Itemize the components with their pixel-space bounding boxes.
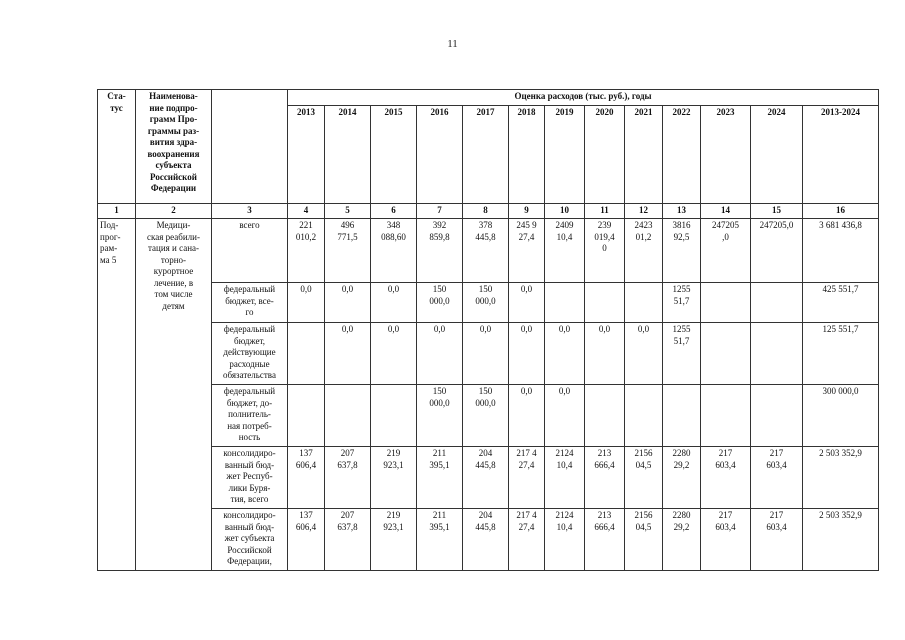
table-cell: 2 503 352,9 [803, 447, 879, 509]
table-cell: 2423 01,2 [625, 219, 663, 283]
column-number: 12 [625, 204, 663, 219]
table-row [98, 447, 879, 509]
table-cell: 204 445,8 [463, 509, 509, 571]
table-cell: 2409 10,4 [545, 219, 585, 283]
page-number: 11 [447, 38, 458, 50]
table-cell [288, 323, 325, 385]
table-cell: 217 603,4 [751, 509, 803, 571]
header-subprogram-name: Наименова- ние подпро- грамм Про- граммы раз- вития здра- воохранения субъекта Российской Федерации [136, 90, 212, 204]
table-cell: 2156 04,5 [625, 509, 663, 571]
table-cell [585, 385, 625, 447]
header-expenses: Оценка расходов (тыс. руб.), годы [288, 90, 879, 106]
year-header: 2013-2024 [803, 106, 879, 204]
table-cell: 0,0 [509, 323, 545, 385]
table-row [98, 509, 879, 571]
table-cell [545, 283, 585, 323]
column-number: 6 [371, 204, 417, 219]
column-number: 1 [98, 204, 136, 219]
table-cell: 0,0 [585, 323, 625, 385]
subprogram-status: Под- прог- рам- ма 5 [98, 219, 136, 571]
table-cell: 0,0 [509, 283, 545, 323]
table-cell: 211 395,1 [417, 447, 463, 509]
year-header: 2014 [325, 106, 371, 204]
funding-source: консолидиро- ванный бюд- жет субъекта Российской Федерации, [212, 509, 288, 571]
table-cell: 217 603,4 [701, 447, 751, 509]
table-row [98, 385, 879, 447]
year-header: 2024 [751, 106, 803, 204]
table-cell [585, 283, 625, 323]
table-cell: 217 603,4 [751, 447, 803, 509]
year-header: 2013 [288, 106, 325, 204]
table-cell: 3 681 436,8 [803, 219, 879, 283]
table-cell: 0,0 [509, 385, 545, 447]
year-header: 2019 [545, 106, 585, 204]
table-cell [751, 323, 803, 385]
table-cell: 0,0 [371, 283, 417, 323]
table-cell: 378 445,8 [463, 219, 509, 283]
year-header: 2022 [663, 106, 701, 204]
table-cell: 150 000,0 [463, 385, 509, 447]
table-cell: 150 000,0 [417, 385, 463, 447]
table-cell: 245 9 27,4 [509, 219, 545, 283]
table-cell: 0,0 [545, 323, 585, 385]
year-header: 2021 [625, 106, 663, 204]
table-cell: 217 603,4 [701, 509, 751, 571]
table-cell: 2280 29,2 [663, 509, 701, 571]
year-header: 2020 [585, 106, 625, 204]
table-cell: 150 000,0 [417, 283, 463, 323]
column-number: 2 [136, 204, 212, 219]
funding-source: федеральный бюджет, до- полнитель- ная потреб- ность [212, 385, 288, 447]
table-cell: 0,0 [545, 385, 585, 447]
table-cell: 2280 29,2 [663, 447, 701, 509]
table-cell: 300 000,0 [803, 385, 879, 447]
year-header: 2023 [701, 106, 751, 204]
table-cell: 221 010,2 [288, 219, 325, 283]
table-cell: 211 395,1 [417, 509, 463, 571]
table-cell: 239 019,4 0 [585, 219, 625, 283]
column-number: 15 [751, 204, 803, 219]
funding-source: федеральный бюджет, действующие расходные обязательства [212, 323, 288, 385]
table-cell: 348 088,60 [371, 219, 417, 283]
subprogram-name: Медици- ская реабили- тация и сана- торно- курортное лечение, в том числе детям [136, 219, 212, 571]
column-number: 14 [701, 204, 751, 219]
table-cell [751, 283, 803, 323]
table-cell: 1255 51,7 [663, 323, 701, 385]
table-cell: 125 551,7 [803, 323, 879, 385]
table-cell: 3816 92,5 [663, 219, 701, 283]
table-cell [325, 385, 371, 447]
table-cell: 207 637,8 [325, 447, 371, 509]
table-cell: 137 606,4 [288, 509, 325, 571]
column-number: 8 [463, 204, 509, 219]
column-number: 9 [509, 204, 545, 219]
table-cell: 2124 10,4 [545, 509, 585, 571]
table-cell [701, 283, 751, 323]
year-header: 2018 [509, 106, 545, 204]
table-cell: 217 4 27,4 [509, 447, 545, 509]
table-row [98, 219, 879, 283]
funding-source: консолидиро- ванный бюд- жет Респуб- лики Буря- тия, всего [212, 447, 288, 509]
table-cell: 0,0 [417, 323, 463, 385]
year-header: 2017 [463, 106, 509, 204]
table-cell: 0,0 [325, 323, 371, 385]
table-cell: 425 551,7 [803, 283, 879, 323]
table-cell: 247205 ,0 [701, 219, 751, 283]
table-cell [288, 385, 325, 447]
table-cell: 0,0 [625, 323, 663, 385]
table-cell [625, 385, 663, 447]
table-cell [371, 385, 417, 447]
table-row [98, 323, 879, 385]
column-number: 11 [585, 204, 625, 219]
table-cell: 392 859,8 [417, 219, 463, 283]
table-cell [701, 385, 751, 447]
year-header: 2016 [417, 106, 463, 204]
table-cell: 0,0 [288, 283, 325, 323]
column-number: 16 [803, 204, 879, 219]
table-cell: 0,0 [371, 323, 417, 385]
table-cell: 207 637,8 [325, 509, 371, 571]
table-cell [663, 385, 701, 447]
column-number: 7 [417, 204, 463, 219]
table-cell: 2 503 352,9 [803, 509, 879, 571]
column-number: 5 [325, 204, 371, 219]
table-cell: 204 445,8 [463, 447, 509, 509]
table-cell: 496 771,5 [325, 219, 371, 283]
table-cell: 213 666,4 [585, 447, 625, 509]
funding-source: всего [212, 219, 288, 283]
table-cell: 0,0 [463, 323, 509, 385]
funding-source: федеральный бюджет, все- го [212, 283, 288, 323]
column-number: 3 [212, 204, 288, 219]
table-row [98, 283, 879, 323]
table-cell: 247205,0 [751, 219, 803, 283]
table-cell [625, 283, 663, 323]
column-number: 4 [288, 204, 325, 219]
table-cell: 150 000,0 [463, 283, 509, 323]
table-cell: 0,0 [325, 283, 371, 323]
table-cell: 213 666,4 [585, 509, 625, 571]
table-cell: 2156 04,5 [625, 447, 663, 509]
table-cell: 1255 51,7 [663, 283, 701, 323]
table-cell: 219 923,1 [371, 509, 417, 571]
budget-table [97, 89, 879, 571]
table-cell [751, 385, 803, 447]
table-cell [701, 323, 751, 385]
table-cell: 137 606,4 [288, 447, 325, 509]
header-source-blank [212, 90, 288, 204]
year-header: 2015 [371, 106, 417, 204]
table-cell: 219 923,1 [371, 447, 417, 509]
table-cell: 217 4 27,4 [509, 509, 545, 571]
column-number: 13 [663, 204, 701, 219]
column-number: 10 [545, 204, 585, 219]
table-cell: 2124 10,4 [545, 447, 585, 509]
header-status: Ста- тус [98, 90, 136, 204]
